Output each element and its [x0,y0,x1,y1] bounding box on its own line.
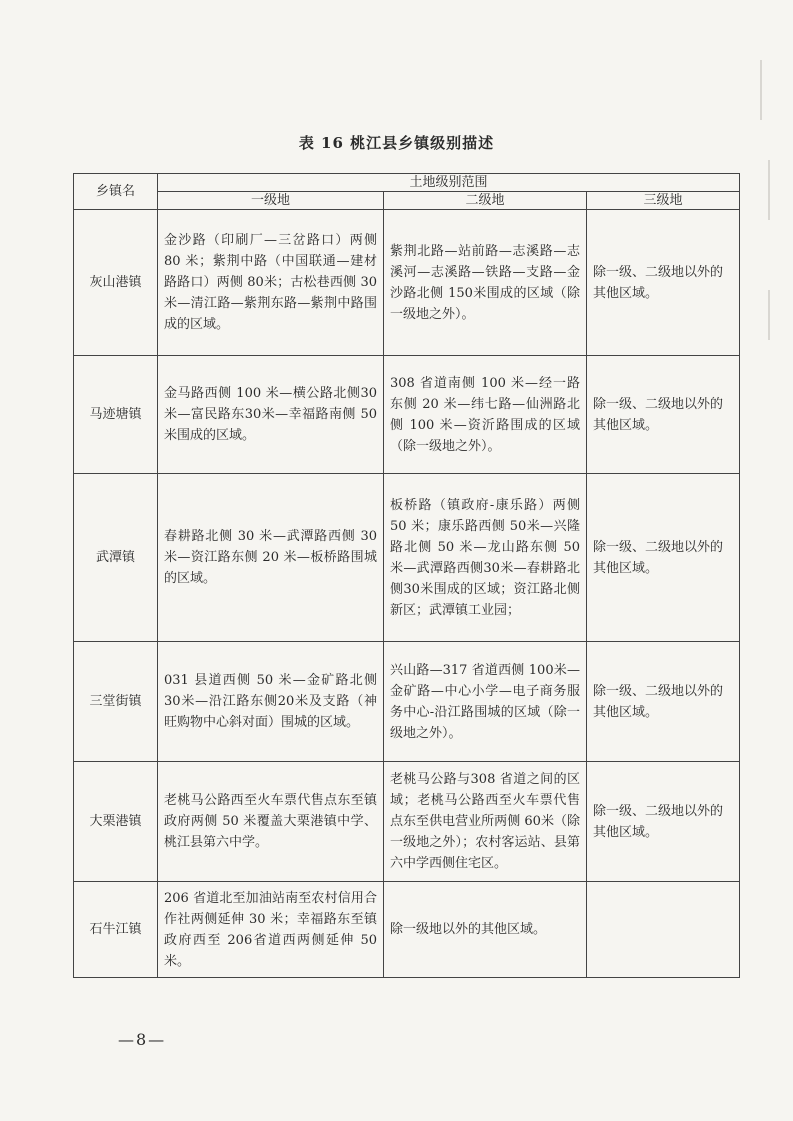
town-name: 马迹塘镇 [74,356,158,474]
level1-cell: 春耕路北侧 30 米—武潭路西侧 30 米—资江路东侧 20 米—板桥路围城的区域。 [158,474,384,642]
table-row [74,762,740,882]
level1-cell: 金沙路（印刷厂—三岔路口）两侧 80 米；紫荆中路（中国联通—建材路路口）两侧 80米；古松巷西侧 30 米—清江路—紫荆东路—紫荆中路围成的区域。 [158,210,384,356]
town-name: 武潭镇 [74,474,158,642]
town-name: 石牛江镇 [74,882,158,978]
level1-cell: 206 省道北至加油站南至农村信用合作社两侧延伸 30 米；幸福路东至镇政府西至 206省道西两侧延伸 50米。 [158,882,384,978]
page-number: —8— [118,1030,167,1049]
level2-cell: 板桥路（镇政府-康乐路）两侧 50 米；康乐路西侧 50米—兴隆路北侧 50 米—龙山路东侧 50 米—武潭路西侧30米—春耕路北侧30米围成的区域；资江路北侧新区；武潭镇工业园； [384,474,587,642]
level3-cell: 除一级、二级地以外的其他区域。 [587,642,740,762]
header-level3: 三级地 [587,192,740,210]
town-name: 灰山港镇 [74,210,158,356]
town-name: 大栗港镇 [74,762,158,882]
town-name: 三堂街镇 [74,642,158,762]
header-range: 土地级别范围 [158,174,740,192]
table-row [74,210,740,356]
level3-cell: 除一级、二级地以外的其他区域。 [587,762,740,882]
level3-cell: 除一级、二级地以外的其他区域。 [587,210,740,356]
table-row [74,356,740,474]
header-row [74,174,740,192]
table-caption: 表 16 桃江县乡镇级别描述 [298,134,495,152]
table-row [74,642,740,762]
level2-cell: 除一级地以外的其他区域。 [384,882,587,978]
level1-cell: 031 县道西侧 50 米—金矿路北侧30米—沿江路东侧20米及支路（神旺购物中心斜对面）围城的区域。 [158,642,384,762]
level2-cell: 兴山路—317 省道西侧 100米—金矿路—中心小学—电子商务服务中心-沿江路围城的区域（除一级地之外）。 [384,642,587,762]
page-edge-line [768,290,770,340]
table-row [74,474,740,642]
level3-cell: 除一级、二级地以外的其他区域。 [587,356,740,474]
level2-cell: 紫荆北路—站前路—志溪路—志溪河—志溪路—铁路—支路—金沙路北侧 150米围成的区域（除一级地之外）。 [384,210,587,356]
town-land-grade-table [73,173,740,978]
level2-cell: 308 省道南侧 100 米—经一路东侧 20 米—纬七路—仙洲路北侧 100 米—资沂路围成的区域（除一级地之外）。 [384,356,587,474]
level1-cell: 金马路西侧 100 米—横公路北侧30米—富民路东30米—幸福路南侧 50 米围成的区域。 [158,356,384,474]
level2-cell: 老桃马公路与308 省道之间的区域；老桃马公路西至火车票代售点东至供电营业所两侧 60米（除一级地之外）；农村客运站、县第六中学西侧住宅区。 [384,762,587,882]
level3-cell: 除一级、二级地以外的其他区域。 [587,474,740,642]
page-edge-line [760,60,762,120]
level1-cell: 老桃马公路西至火车票代售点东至镇政府两侧 50 米覆盖大栗港镇中学、桃江县第六中学。 [158,762,384,882]
level3-cell [587,882,740,978]
header-level2: 二级地 [384,192,587,210]
header-subrow [74,192,740,210]
header-level1: 一级地 [158,192,384,210]
page-edge-line [768,160,770,220]
table-row [74,882,740,978]
header-town: 乡镇名 [74,174,158,210]
